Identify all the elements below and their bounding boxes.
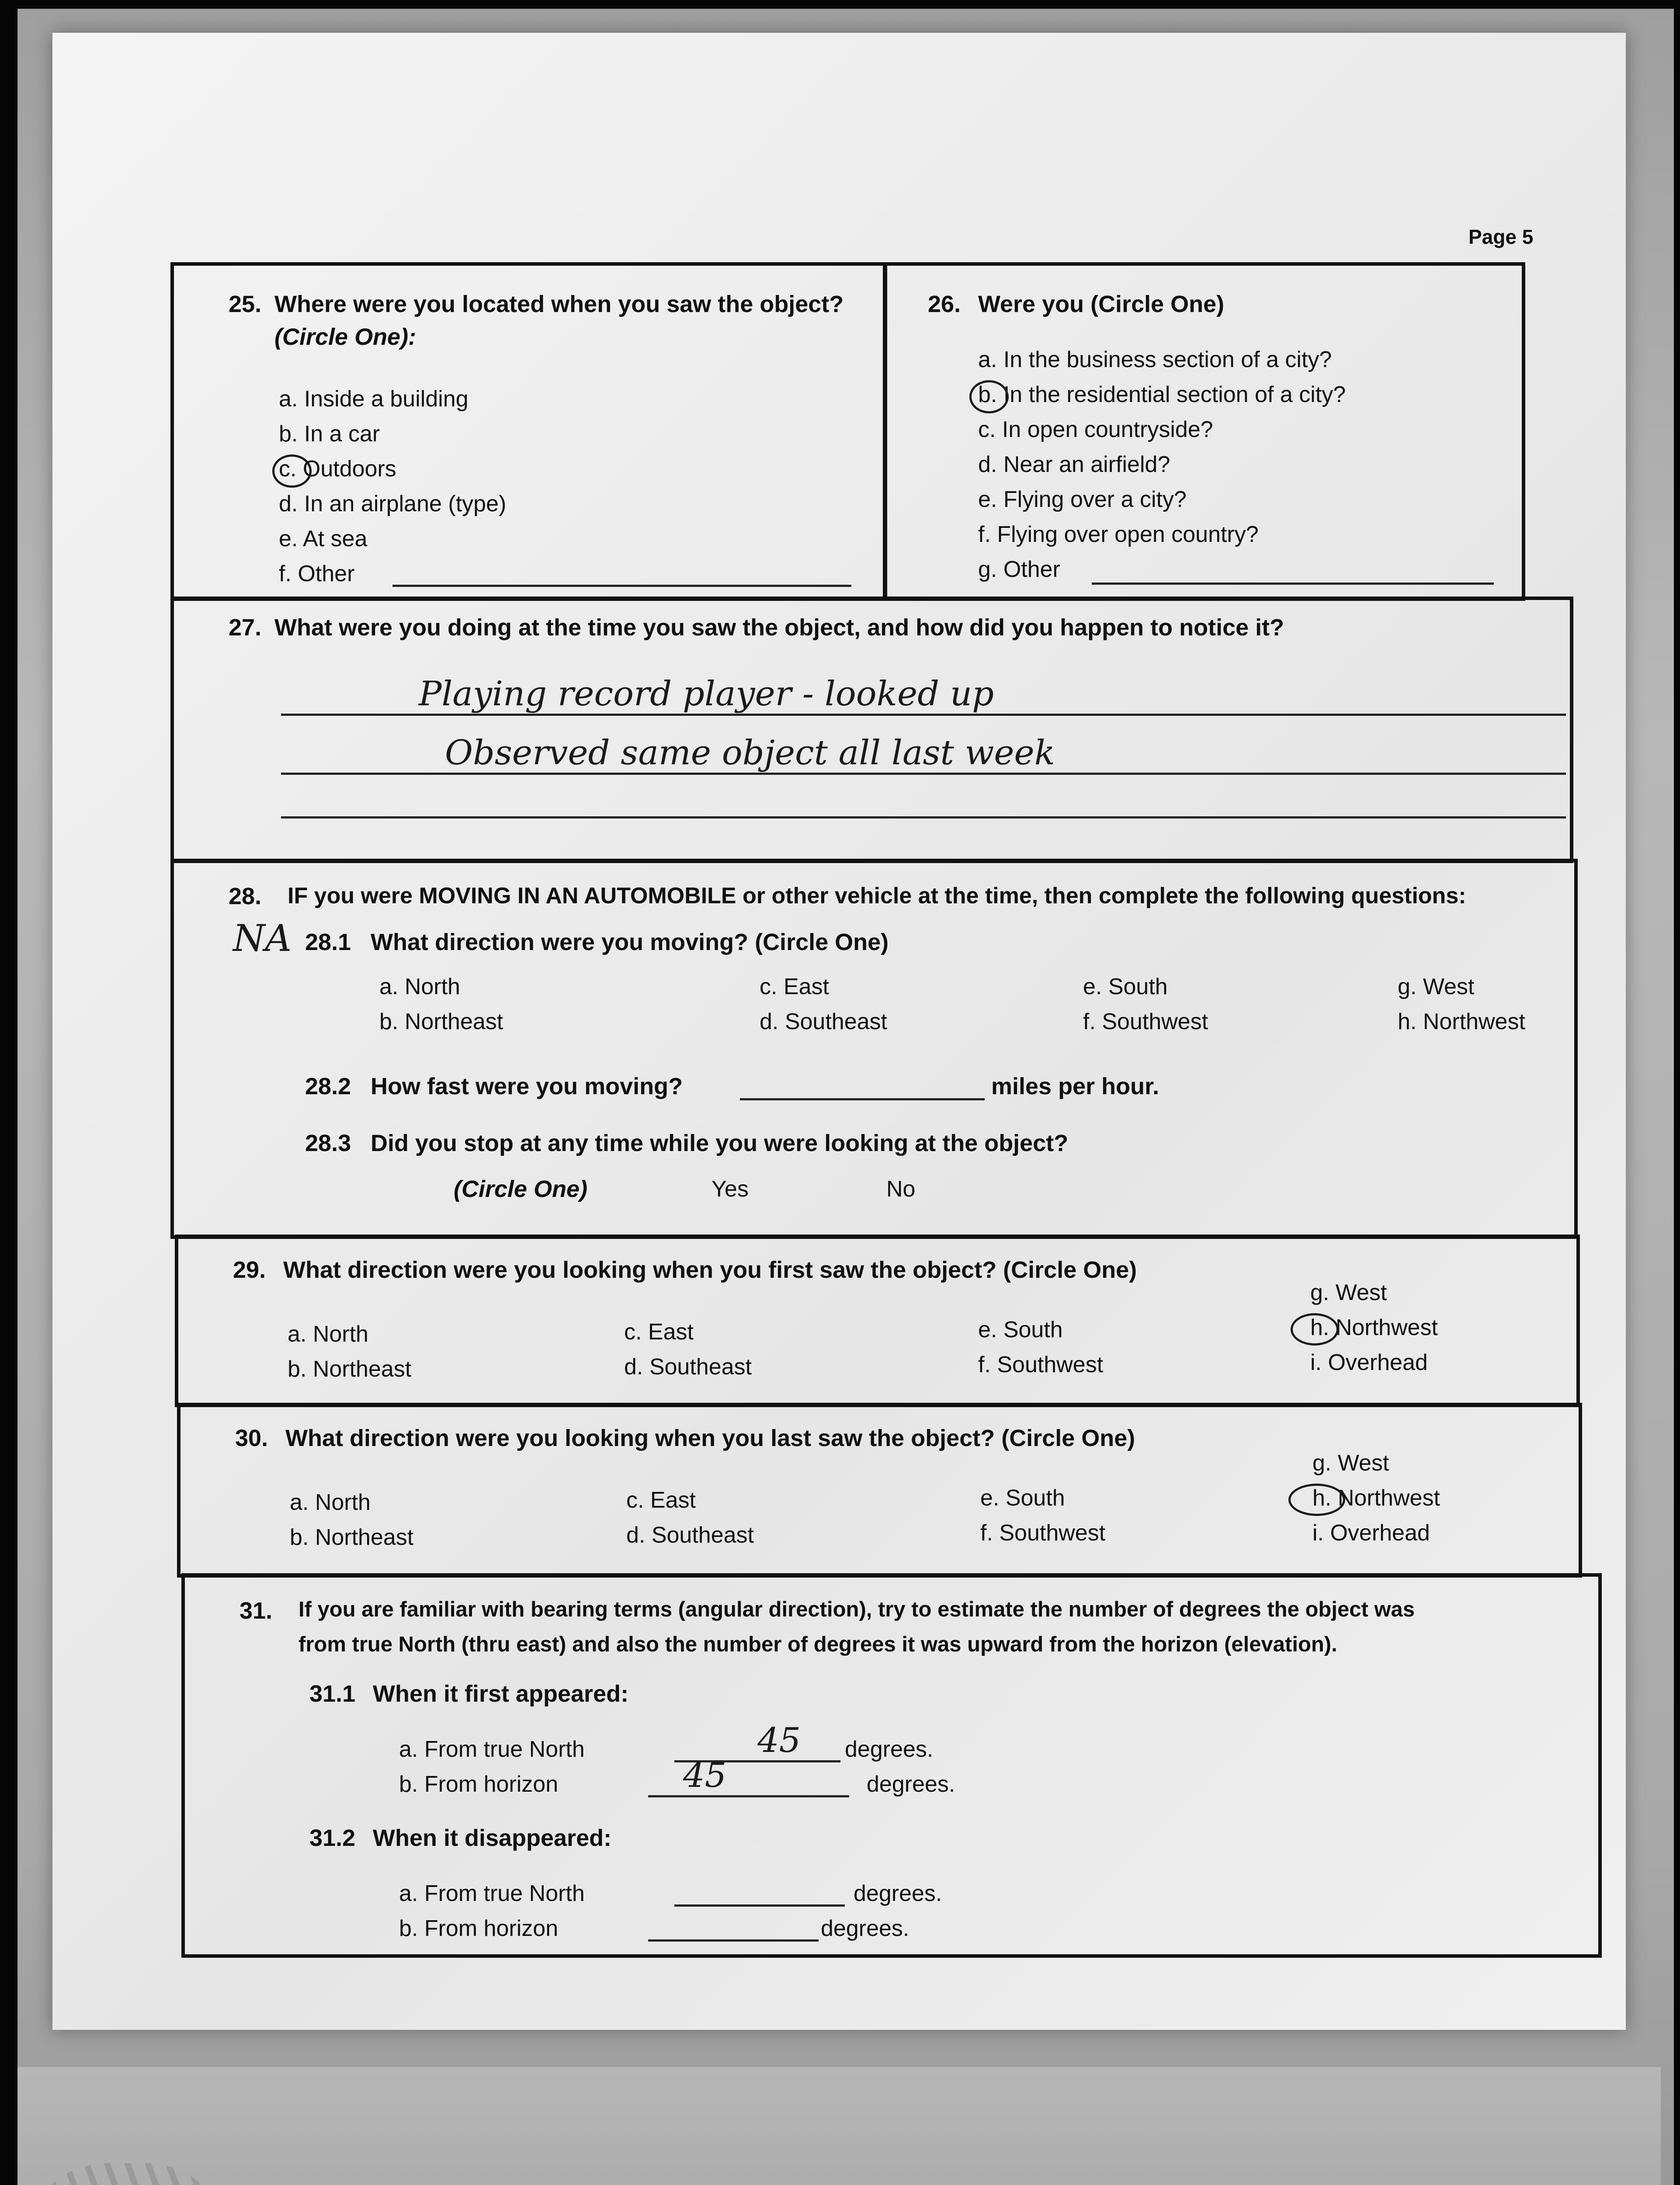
q26-option-d[interactable]: d. Near an airfield? xyxy=(978,452,1170,477)
q26-option-c[interactable]: c. In open countryside? xyxy=(978,417,1213,442)
q311-horizon-unit: degrees. xyxy=(867,1772,955,1797)
q312-horizon-unit: degrees. xyxy=(821,1916,909,1941)
q281-option-b[interactable]: b. Northeast xyxy=(379,1009,503,1034)
q27-line-2[interactable] xyxy=(281,773,1566,775)
q281-option-a[interactable]: a. North xyxy=(379,974,460,999)
q282-text: How fast were you moving? xyxy=(371,1073,683,1099)
q25-instruction: (Circle One): xyxy=(274,324,417,350)
section-29 xyxy=(175,1235,1580,1407)
q281-text: What direction were you moving? (Circle One) xyxy=(371,929,889,955)
q31-number: 31. xyxy=(240,1598,273,1624)
q31-text-line2: from true North (thru east) and also the number of degrees it was upward from the horizon (elevation). xyxy=(299,1633,1337,1656)
q311-horizon-value: 45 xyxy=(683,1756,727,1795)
q30-option-h[interactable]: h. Northwest xyxy=(1312,1485,1440,1511)
q30-option-i[interactable]: i. Overhead xyxy=(1312,1520,1430,1546)
q30-option-d[interactable]: d. Southeast xyxy=(626,1523,754,1548)
q30-option-g[interactable]: g. West xyxy=(1312,1450,1389,1476)
q312-number: 31.2 xyxy=(309,1825,356,1851)
q281-number: 28.1 xyxy=(305,929,351,955)
q25-option-d[interactable]: d. In an airplane (type) xyxy=(279,491,507,517)
q25-option-f[interactable]: f. Other xyxy=(279,561,355,586)
q281-option-d[interactable]: d. Southeast xyxy=(760,1009,887,1034)
q311-number: 31.1 xyxy=(309,1681,356,1707)
q30-text: What direction were you looking when you last saw the object? (Circle One) xyxy=(285,1425,1135,1451)
section-28 xyxy=(170,859,1578,1239)
q283-instruction: (Circle One) xyxy=(454,1176,588,1202)
q26-answer-circle xyxy=(969,380,1009,413)
q26-option-a[interactable]: a. In the business section of a city? xyxy=(978,347,1332,372)
q29-answer-circle xyxy=(1291,1313,1339,1346)
q30-number: 30. xyxy=(235,1425,268,1451)
q25-option-c[interactable]: c. Outdoors xyxy=(279,456,396,482)
q29-option-c[interactable]: c. East xyxy=(624,1319,694,1345)
form-sheet xyxy=(52,33,1626,2030)
q28-handwritten-note: NA xyxy=(233,917,292,960)
q30-option-c[interactable]: c. East xyxy=(626,1488,696,1513)
q26-text: Were you (Circle One) xyxy=(978,291,1225,317)
q281-option-h[interactable]: h. Northwest xyxy=(1398,1009,1525,1034)
q311-text: When it first appeared: xyxy=(373,1681,629,1707)
q312-horizon-line[interactable] xyxy=(648,1939,819,1942)
q25-option-b[interactable]: b. In a car xyxy=(279,421,380,447)
q282-number: 28.2 xyxy=(305,1073,351,1099)
q29-option-d[interactable]: d. Southeast xyxy=(624,1354,752,1380)
q311-north-unit: degrees. xyxy=(845,1737,934,1762)
q281-option-c[interactable]: c. East xyxy=(760,974,829,999)
section-31 xyxy=(181,1573,1602,1958)
q30-option-f[interactable]: f. Southwest xyxy=(980,1520,1106,1546)
q25-text: Where were you located when you saw the object? xyxy=(274,291,844,317)
q281-option-g[interactable]: g. West xyxy=(1398,974,1475,999)
q311-horizon-label: b. From horizon xyxy=(399,1772,559,1797)
q283-yes[interactable]: Yes xyxy=(712,1176,749,1202)
q30-answer-circle xyxy=(1288,1484,1345,1516)
q31-text-line1: If you are familiar with bearing terms (angular direction), try to estimate the number of degrees the object was xyxy=(299,1598,1415,1621)
q29-text: What direction were you looking when you first saw the object? (Circle One) xyxy=(283,1257,1137,1283)
scan-bottom-strip xyxy=(17,2067,1661,2185)
q281-option-f[interactable]: f. Southwest xyxy=(1083,1009,1208,1034)
q30-option-e[interactable]: e. South xyxy=(980,1485,1065,1511)
section-30 xyxy=(177,1403,1582,1578)
q27-answer-line1: Playing record player - looked up xyxy=(419,674,994,714)
q25-option-e[interactable]: e. At sea xyxy=(279,526,368,551)
q26-option-f[interactable]: f. Flying over open country? xyxy=(978,522,1259,547)
q311-north-label: a. From true North xyxy=(399,1737,585,1762)
q312-north-line[interactable] xyxy=(674,1904,845,1907)
q282-speed-line[interactable] xyxy=(740,1098,985,1100)
section-25 xyxy=(170,262,887,601)
q312-horizon-label: b. From horizon xyxy=(399,1916,559,1941)
q283-no[interactable]: No xyxy=(886,1176,916,1202)
q25-other-line[interactable] xyxy=(392,585,851,587)
q27-number: 27. xyxy=(229,614,262,641)
q27-line-1[interactable] xyxy=(281,714,1566,716)
q26-number: 26. xyxy=(928,291,961,317)
page-number: Page 5 xyxy=(1468,225,1534,248)
q282-suffix: miles per hour. xyxy=(991,1073,1159,1099)
q29-option-b[interactable]: b. Northeast xyxy=(288,1356,412,1382)
q26-other-line[interactable] xyxy=(1092,583,1494,585)
q29-option-f[interactable]: f. Southwest xyxy=(978,1352,1104,1377)
q312-north-unit: degrees. xyxy=(854,1881,942,1906)
q25-option-a[interactable]: a. Inside a building xyxy=(279,386,469,412)
q27-line-3[interactable] xyxy=(281,816,1566,819)
q29-option-a[interactable]: a. North xyxy=(288,1321,368,1347)
q312-north-label: a. From true North xyxy=(399,1881,585,1906)
section-27 xyxy=(170,597,1573,863)
q30-option-b[interactable]: b. Northeast xyxy=(290,1525,414,1550)
q26-option-g[interactable]: g. Other xyxy=(978,557,1060,582)
section-26 xyxy=(883,262,1525,601)
q27-text: What were you doing at the time you saw the object, and how did you happen to notice it? xyxy=(274,614,1284,641)
q27-answer-line2: Observed same object all last week xyxy=(445,733,1055,773)
q281-option-e[interactable]: e. South xyxy=(1083,974,1168,999)
q29-option-e[interactable]: e. South xyxy=(978,1317,1063,1342)
q26-option-b[interactable]: b. In the residential section of a city? xyxy=(978,382,1346,407)
q29-option-g[interactable]: g. West xyxy=(1310,1280,1387,1305)
q25-answer-circle xyxy=(272,454,312,488)
q28-text: IF you were MOVING IN AN AUTOMOBILE or other vehicle at the time, then complete the following questions: xyxy=(288,883,1466,909)
q312-text: When it disappeared: xyxy=(373,1825,612,1851)
q26-option-e[interactable]: e. Flying over a city? xyxy=(978,487,1187,512)
q311-north-value: 45 xyxy=(757,1721,801,1760)
q311-horizon-line[interactable] xyxy=(648,1795,849,1797)
q29-option-i[interactable]: i. Overhead xyxy=(1310,1350,1428,1375)
q29-number: 29. xyxy=(233,1257,266,1283)
q29-option-h[interactable]: h. Northwest xyxy=(1310,1315,1438,1340)
q25-number: 25. xyxy=(229,291,262,317)
q283-text: Did you stop at any time while you were looking at the object? xyxy=(371,1130,1069,1156)
q283-number: 28.3 xyxy=(305,1130,351,1156)
q28-number: 28. xyxy=(229,883,262,909)
q30-option-a[interactable]: a. North xyxy=(290,1490,371,1515)
